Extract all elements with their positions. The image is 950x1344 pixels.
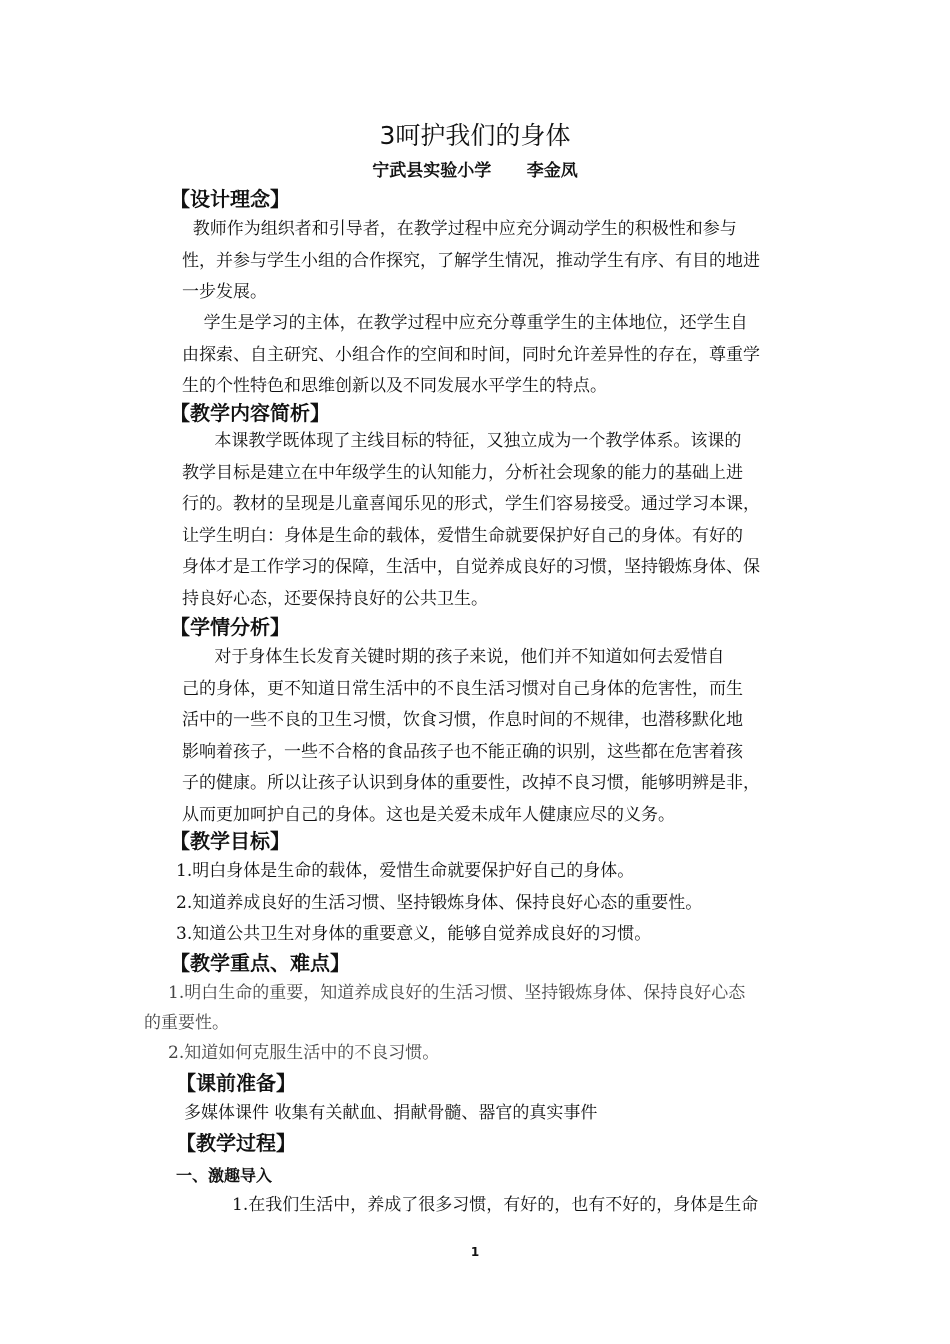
text-line: 让学生明白：身体是生命的载体，爱惜生命就要保护好自己的身体。有好的 [182,525,743,546]
goal-item: 2.知道养成良好的生活习惯、坚持锻炼身体、保持良好心态的重要性。 [176,892,703,913]
text-line: 生的个性特色和思维创新以及不同发展水平学生的特点。 [182,376,607,396]
text-line: 行的。教材的呈现是儿童喜闻乐见的形式，学生们容易接受。通过学习本课， [182,494,760,514]
goal-item: 1.明白身体是生命的载体，爱惜生命就要保护好自己的身体。 [176,861,635,881]
text-line: 身体才是工作学习的保障，生活中，自觉养成良好的习惯，坚持锻炼身体、保 [182,557,760,577]
text-line: 己的身体，更不知道日常生活中的不良生活习惯对自己身体的危害性，而生 [182,678,743,699]
paragraph-content [182,426,760,615]
keypoint-item-1-line-2: 的重要性。 [144,1013,229,1033]
heading-teaching-process: 【教学过程】 [176,1131,296,1155]
heading-key-points: 【教学重点、难点】 [170,951,350,975]
keypoint-item-1-line-1: 1.明白生命的重要，知道养成良好的生活习惯、坚持锻炼身体、保持良好心态 [168,983,746,1003]
text-line: 教学目标是建立在中年级学生的认知能力，分析社会现象的能力的基础上进 [182,462,743,483]
page-number: 1 [470,1245,480,1259]
text-line: 持良好心态，还要保持良好的公共卫生。 [182,588,488,609]
text-line: 学生是学习的主体，在教学过程中应充分尊重学生的主体地位，还学生自 [182,313,748,333]
heading-learner-analysis: 【学情分析】 [170,615,290,639]
text-line: 对于身体生长发育关键时期的孩子来说，他们并不知道如何去爱惜自 [182,647,725,667]
goal-item: 3.知道公共卫生对身体的重要意义，能够自觉养成良好的习惯。 [176,924,652,944]
text-line: 影响着孩子，一些不合格的食品孩子也不能正确的识别，这些都在危害着孩 [182,741,743,762]
text-line: 一步发展。 [182,282,267,302]
preparation-text: 多媒体课件 收集有关献血、捐献骨髓、器官的真实事件 [184,1103,598,1123]
paragraph-design-1 [182,214,760,309]
text-line: 性，并参与学生小组的合作探究，了解学生情况，推动学生有序、有目的地进 [182,250,760,271]
heading-preparation: 【课前准备】 [176,1071,296,1095]
text-line: 教师作为组织者和引导者，在教学过程中应充分调动学生的积极性和参与 [182,219,737,239]
text-line: 活中的一些不良的卫生习惯，饮食习惯，作息时间的不规律，也潜移默化地 [182,710,743,730]
keypoint-item-2: 2.知道如何克服生活中的不良习惯。 [168,1043,440,1063]
heading-content-analysis: 【教学内容简析】 [170,401,330,425]
page-title: 3呵护我们的身体 [379,121,571,150]
author-byline: 宁武县实验小学 李金凤 [372,161,578,181]
text-line: 由探索、自主研究、小组合作的空间和时间，同时允许差异性的存在，尊重学 [182,344,760,365]
process-text-line: 1.在我们生活中，养成了很多习惯，有好的，也有不好的，身体是生命 [232,1195,759,1215]
text-line: 本课教学既体现了主线目标的特征，又独立成为一个教学体系。该课的 [182,431,742,451]
subheading-intro: 一、激趣导入 [176,1166,273,1185]
list-teaching-goals [176,856,702,951]
paragraph-design-2 [182,308,760,403]
text-line: 子的健康。所以让孩子认识到身体的重要性，改掉不良习惯，能够明辨是非， [182,773,760,793]
heading-teaching-goals: 【教学目标】 [170,829,290,853]
heading-design-concept: 【设计理念】 [170,187,290,211]
paragraph-learner-analysis [182,642,760,831]
text-line: 从而更加呵护自己的身体。这也是关爱未成年人健康应尽的义务。 [182,804,675,825]
